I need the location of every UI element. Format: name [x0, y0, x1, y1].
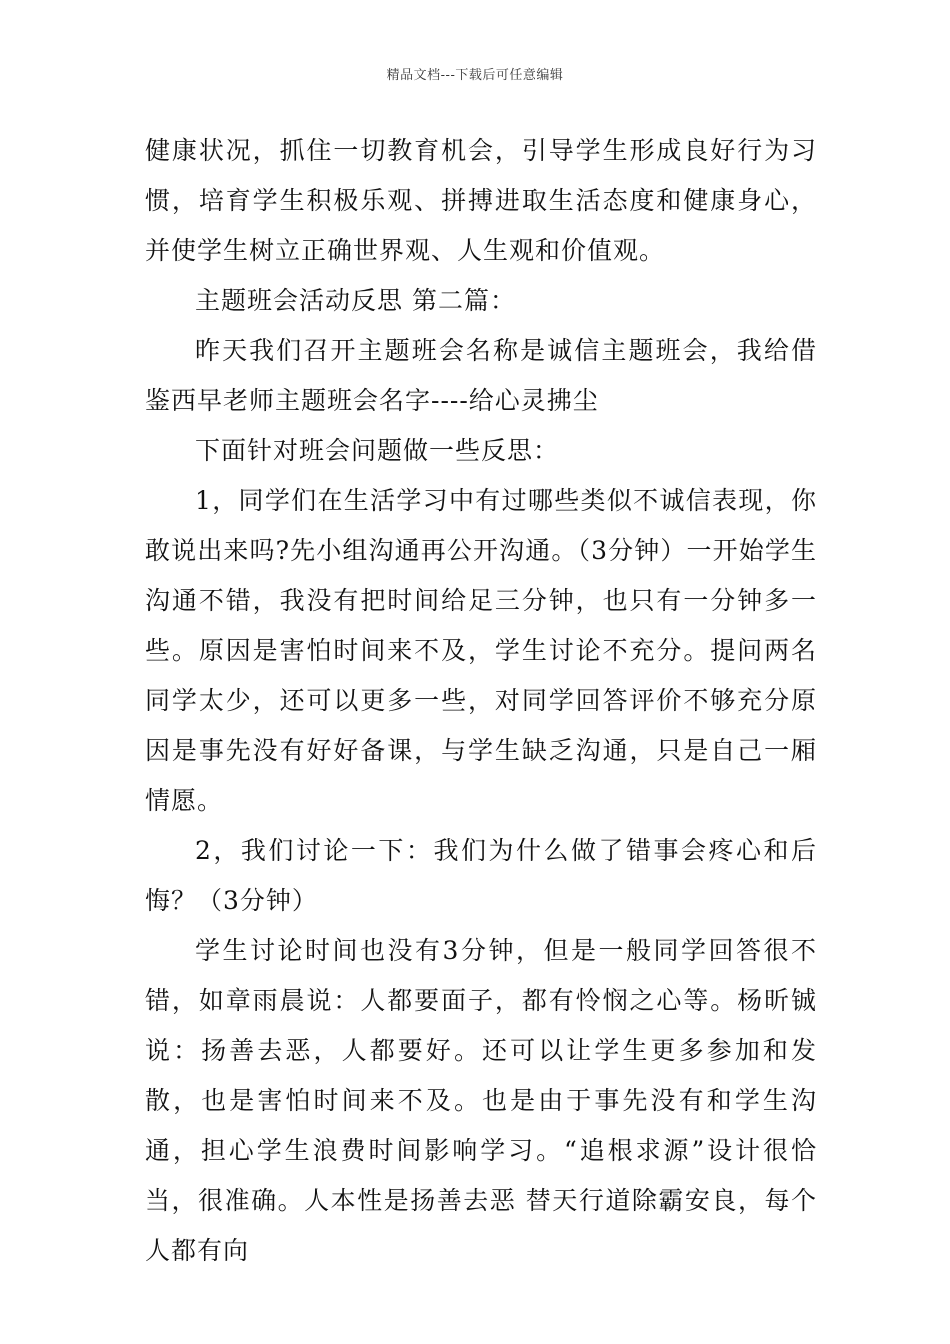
document-body — [145, 126, 817, 1276]
page-header: 精品文档---下载后可任意编辑 — [386, 68, 564, 83]
paragraph-continuation: 健康状况，抓住一切教育机会，引导学生形成良好行为习惯，培育学生积极乐观、拼搏进取生活态度和健康身心，并使学生树立正确世界观、人生观和价值观。 — [145, 136, 817, 265]
paragraph-intro: 昨天我们召开主题班会名称是诚信主题班会，我给借鉴西早老师主题班会名字----给心灵拂尘 — [145, 336, 817, 415]
paragraph-point-1: 1，同学们在生活学习中有过哪些类似不诚信表现，你敢说出来吗?先小组沟通再公开沟通。（3分钟）一开始学生沟通不错，我没有把时间给足三分钟，也只有一分钟多一些。原因是害怕时间来不及，学生讨论不充分。提问两名同学太少，还可以更多一些，对同学回答评价不够充分原因是事先没有好好备课，与学生缺乏沟通，只是自己一厢情愿。 — [145, 486, 817, 815]
paragraph-discussion: 学生讨论时间也没有3分钟，但是一般同学回答很不错，如章雨晨说：人都要面子，都有怜悯之心等。杨昕铖说：扬善去恶，人都要好。还可以让学生更多参加和发散，也是害怕时间来不及。也是由于事先没有和学生沟通，担心学生浪费时间影响学习。“追根求源”设计很恰当，很准确。人本性是扬善去恶 替天行道除霸安良，每个人都有向 — [145, 936, 817, 1265]
paragraph-point-2: 2，我们讨论一下：我们为什么做了错事会疼心和后悔？（3分钟） — [145, 836, 817, 915]
paragraph-section-heading: 主题班会活动反思 第二篇： — [195, 286, 516, 315]
paragraph-reflection-intro: 下面针对班会问题做一些反思： — [195, 436, 560, 465]
